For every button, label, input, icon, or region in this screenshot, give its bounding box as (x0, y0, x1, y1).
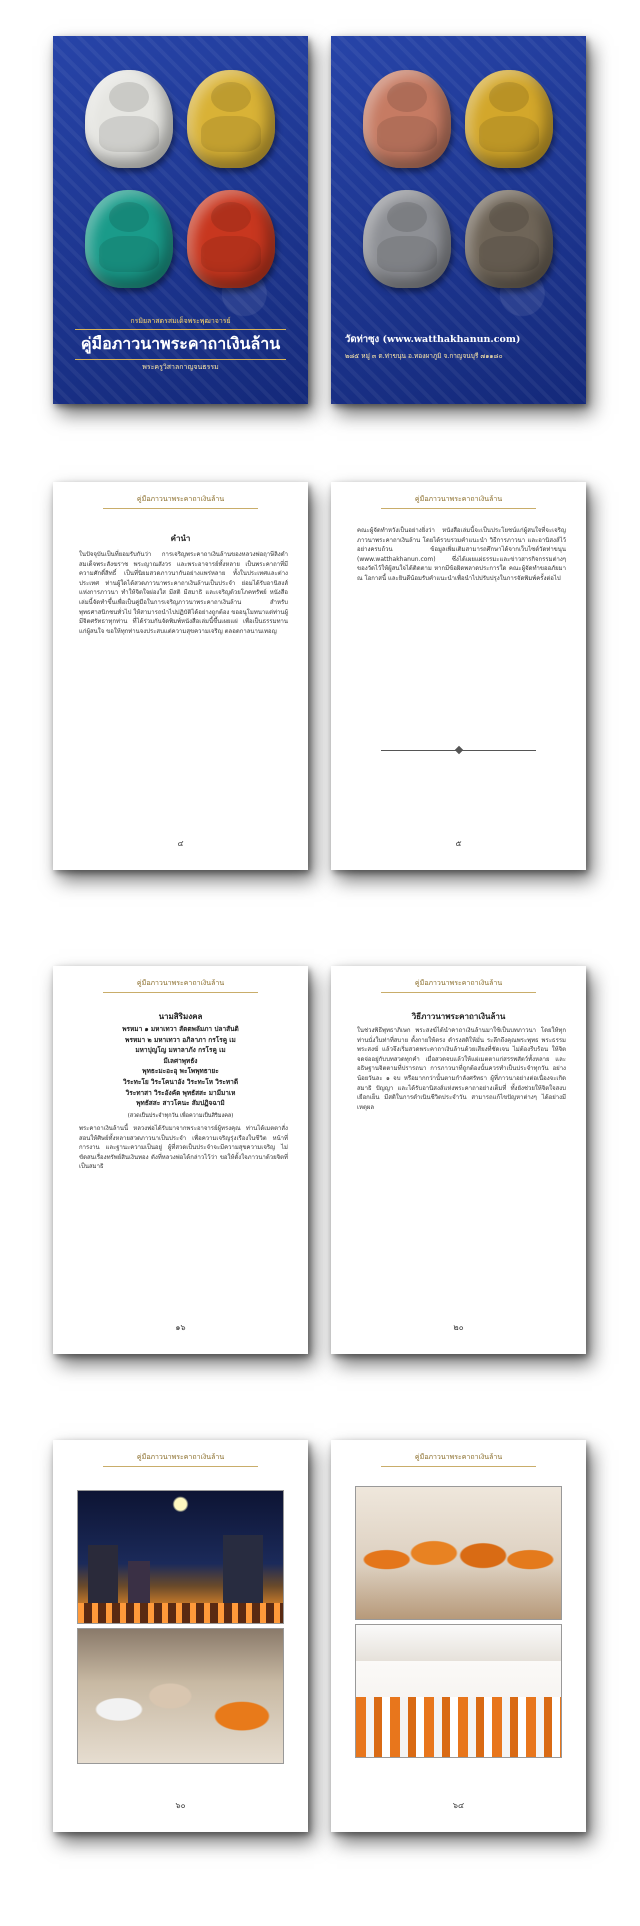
chant-line: วิระทาสา วิระอังคัต พุทธัสสะ มามีมาเห (125, 1088, 236, 1097)
copper-amulet-image (363, 70, 451, 168)
page-number: ๖๔ (452, 1801, 465, 1810)
page-number: ๖๐ (175, 1801, 186, 1810)
page-title: คำนำ (170, 533, 191, 543)
front-cover (53, 36, 308, 404)
front-cover-title-block (53, 316, 308, 373)
page-16 (53, 966, 308, 1354)
running-header: คู่มือภาวนาพระคาถาเงินล้าน (53, 978, 308, 993)
chant-line: มีเลศาพุทธัง (163, 1056, 198, 1065)
green-amulet-image (85, 190, 173, 288)
cover-small-caption: กรมิยลาสตรสมเด็จพระพุฒาจารย์ (130, 317, 231, 325)
page-body-text: พระคาถาเงินล้านนี้ หลวงพ่อได้รับมาจากพระอาจารย์ผู้ทรงคุณ ท่านได้เมตตาสั่งสอนให้ศิษย์ทั้งหลายสวดภาวนาเป็นประจำ เพื่อความเจริญรุ่งเรืองในชีวิต หน้าที่การงาน และฐานะความเป็นอยู่ ผู้ที่สวดเป็นประจำจะมีความสุขความเจริญ ไม่ขัดสนเรื่องทรัพย์สินเงินทอง ดังที่หลวงพ่อได้กล่าวไว้ว่า ขอให้ตั้งใจภาวนาด้วยจิตที่เป็นสมาธิ (79, 1125, 288, 1171)
page-60 (53, 1440, 308, 1832)
chant-line: พรหมา ๒ มหาเทวา อภิลาภา กรโรคู เม (125, 1035, 236, 1044)
page-number: ๔ (177, 839, 184, 848)
silver-amulet-image (363, 190, 451, 288)
page-5 (331, 482, 586, 870)
page-body-text: คณะผู้จัดทำหวังเป็นอย่างยิ่งว่า หนังสือเล่มนี้จะเป็นประโยชน์แก่ผู้สนใจที่จะเจริญภาวนาพระคาถาเงินล้าน โดยได้รวบรวมคำแนะนำ วิธีการภาวนา และอานิสงส์ไว้อย่างครบถ้วน ข้อมูลเพิ่มเติมสามารถศึกษาได้จากเว็บไซต์วัดท่าขนุน (www.watthakhanun.com) ซึ่งได้เผยแผ่ธรรมะและข่าวสารกิจกรรมต่างๆ ของวัดไว้ให้ผู้สนใจได้ติดตาม หากมีข้อผิดพลาดประการใด คณะผู้จัดทำขออภัยมา ณ โอกาสนี้ และยินดีน้อมรับคำแนะนำเพื่อนำไปปรับปรุงในการจัดพิมพ์ครั้งต่อไป (357, 527, 566, 582)
chant-line: พุทธัสสะ สาวโคนะ สัมปฏิจฉามิ (136, 1099, 225, 1108)
monks-ceremony-photo (77, 1628, 284, 1764)
running-header: คู่มือภาวนาพระคาถาเงินล้าน (53, 1452, 308, 1467)
chant-line: พุทธะมะอะอุ พะโพพุทธายะ (142, 1067, 219, 1076)
monks-group-photo (355, 1486, 562, 1620)
gold-divider (75, 359, 286, 360)
page-body-text: ในปัจจุบันเป็นที่ยอมรับกันว่า การเจริญพระคาถาเงินล้านของหลวงพ่อฤาษีลิงดำ สมเด็จพระสังฆราช พระญาณสังวร และพระอาจารย์ทั้งหลาย เป็นพระคาถาที่มีความศักดิ์สิทธิ์ เป็นที่นิยมสวดภาวนากันอย่างแพร่หลาย ทั้งในประเทศและต่างประเทศ ท่านผู้ใดได้สวดภาวนาพระคาถาเงินล้านเป็นประจำ ย่อมได้รับอานิสงส์แห่งการภาวนา ทำให้จิตใจผ่องใส มีสติ มีสมาธิ และเจริญด้วยโภคทรัพย์ หนังสือเล่มนี้จัดทำขึ้นเพื่อเป็นคู่มือในการเจริญภาวนาพระคาถาเงินล้าน สำหรับพุทธศาสนิกชนทั่วไป ให้สามารถนำไปปฏิบัติได้อย่างถูกต้อง ขออนุโมทนาแด่ท่านผู้มีจิตศรัทธาทุกท่าน ที่ได้ร่วมกันจัดพิมพ์หนังสือเล่มนี้ขึ้นเผยแผ่ เพื่อเป็นธรรมทานแก่ผู้สนใจ ขอให้ทุกท่านจงประสบแต่ความสุขความเจริญ ตลอดกาลนานเทอญ (79, 551, 288, 635)
running-header: คู่มือภาวนาพระคาถาเงินล้าน (331, 494, 586, 509)
red-amulet-image (187, 190, 275, 288)
running-header: คู่มือภาวนาพระคาถาเงินล้าน (53, 494, 308, 509)
cover-author: พระครูวิสาลกาญจนธรรม (142, 363, 219, 371)
page-title: วิธีภาวนาพระคาถาเงินล้าน (411, 1011, 506, 1021)
temple-name: วัดท่าซุง (www.watthakhanun.com) (345, 334, 521, 345)
temple-address: ๒๘๕ หมู่ ๓ ต.ท่าขนุน อ.ทองผาภูมิ จ.กาญจนบุรี ๗๑๑๘๐ (345, 352, 503, 360)
gold-amulet-image (465, 70, 553, 168)
chant-line: พรหมา ๑ มหาเทวา สัตตพลัมภา ปลาสันติ (122, 1025, 239, 1033)
book-title: คู่มือภาวนาพระคาถาเงินล้าน (80, 334, 281, 353)
page-4 (53, 482, 308, 870)
page-64 (331, 1440, 586, 1832)
chant-verses (75, 1024, 286, 1121)
chant-line: วิระทะโย วิระโคนาอัง วิระทะโห วิระทาตี (122, 1077, 239, 1086)
bronze-amulet-image (465, 190, 553, 288)
back-cover (331, 36, 586, 404)
page-number: ๒๐ (453, 1323, 464, 1332)
running-header: คู่มือภาวนาพระคาถาเงินล้าน (331, 1452, 586, 1467)
page-20 (331, 966, 586, 1354)
gold-divider (75, 329, 286, 330)
white-amulet-image (85, 70, 173, 168)
back-cover-info (345, 332, 578, 361)
ornamental-separator (381, 750, 536, 751)
hall-gathering-photo (355, 1624, 562, 1758)
gold-amulet-image (187, 70, 275, 168)
chant-line: มหาปุญโญ มหาลาภัง กรโรคู เม (135, 1046, 226, 1055)
running-header: คู่มือภาวนาพระคาถาเงินล้าน (331, 978, 586, 993)
page-title: นามสิริมงคล (158, 1011, 203, 1021)
page-body-text: ในช่วงพิธีพุทธาภิเษก พระสงฆ์ได้นำคาถาเงินล้านมาใช้เป็นบทภาวนา โดยให้ทุกท่านนั่งในท่าที่สบาย ตั้งกายให้ตรง ดำรงสติให้มั่น ระลึกถึงคุณพระพุทธ พระธรรม พระสงฆ์ แล้วจึงเริ่มสวดพระคาถาเงินล้านด้วยเสียงที่ชัดเจน ไม่ต้องรีบร้อน ให้จิตจดจ่ออยู่กับบทสวดทุกคำ เมื่อสวดจบแล้วให้แผ่เมตตาแก่สรรพสัตว์ทั้งหลาย และอธิษฐานจิตตามที่ปรารถนา การภาวนาที่ถูกต้องนั้นควรทำเป็นประจำทุกวัน อย่างน้อยวันละ ๑ จบ หรือมากกว่านั้นตามกำลังศรัทธา ผู้ที่ภาวนาอย่างต่อเนื่องจะเกิดสมาธิ ปัญญา และได้รับอานิสงส์แห่งพระคาถาอย่างเต็มที่ ทั้งยังช่วยให้จิตใจสงบเยือกเย็น มีสติในการดำเนินชีวิตประจำวัน สามารถแก้ไขปัญหาต่างๆ ได้อย่างมีเหตุผล (357, 1027, 566, 1111)
night-event-photo (77, 1490, 284, 1624)
page-number: ๑๖ (175, 1323, 186, 1332)
chant-note: (สวดเป็นประจำทุกวัน เพื่อความเป็นสิริมงคล) (127, 1112, 234, 1119)
page-number: ๕ (455, 839, 462, 848)
